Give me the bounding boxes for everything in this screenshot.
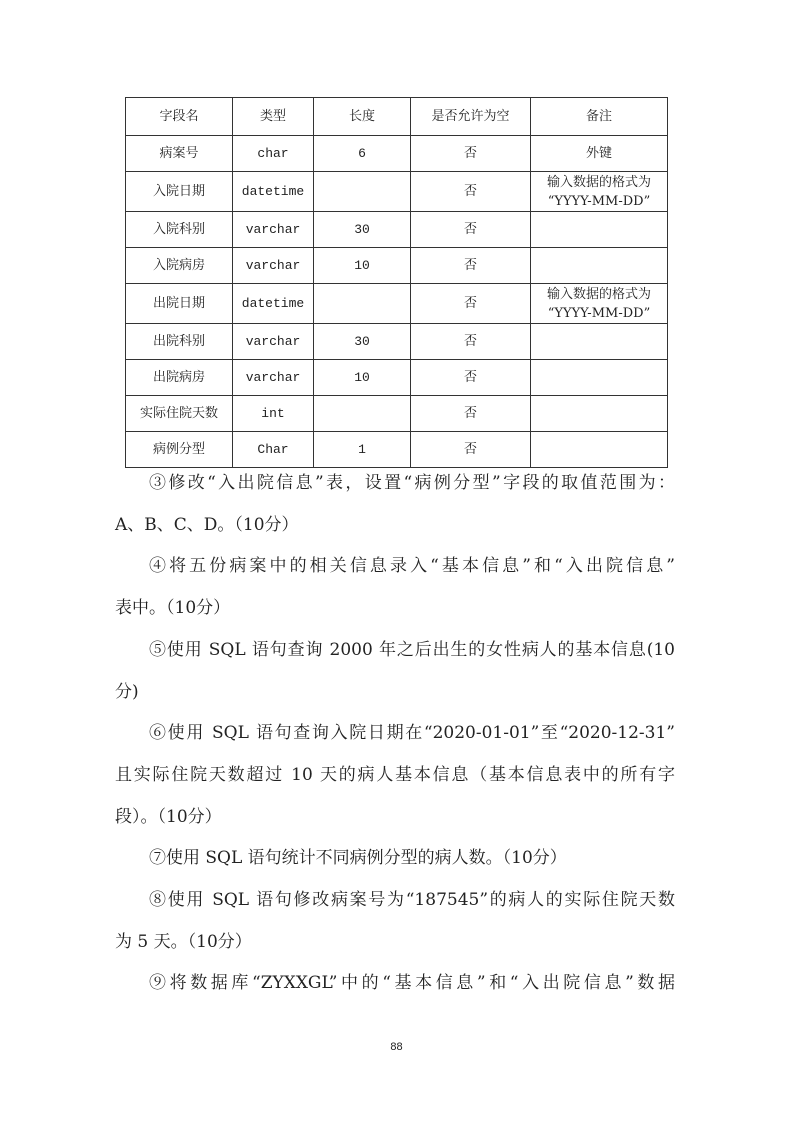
text-line: 且实际住院天数超过 10 天的病人基本信息（基本信息表中的所有字 xyxy=(115,764,675,785)
text-line: ⑤使用 SQL 语句查询 2000 年之后出生的女性病人的基本信息(10 xyxy=(149,639,675,660)
question-text xyxy=(115,463,675,1005)
question-paragraph xyxy=(115,838,675,880)
column-header: 备注 xyxy=(531,98,668,136)
table-cell: 输入数据的格式为 “YYYY-MM-DD” xyxy=(531,172,668,212)
table-cell: 输入数据的格式为 “YYYY-MM-DD” xyxy=(531,284,668,324)
table-row xyxy=(126,284,668,324)
table-cell: 病案号 xyxy=(126,136,233,172)
text-line: 表中。（10分） xyxy=(115,598,231,619)
text-line: ⑦使用 SQL 语句统计不同病例分型的病人数。（10分） xyxy=(149,848,567,869)
table-cell: 10 xyxy=(314,248,411,284)
column-header: 字段名 xyxy=(126,98,233,136)
table-cell: 出院科别 xyxy=(126,324,233,360)
table-cell: char xyxy=(233,136,314,172)
column-header: 长度 xyxy=(314,98,411,136)
table-row xyxy=(126,212,668,248)
text-line: ⑨将数据库“ZYXXGL”中的“基本信息”和“入出院信息”数据 xyxy=(149,973,675,994)
table-cell xyxy=(531,248,668,284)
text-line: 为 5 天。（10分） xyxy=(115,931,252,952)
table-cell xyxy=(314,396,411,432)
table-cell: 否 xyxy=(411,432,531,468)
text-line: ③修改“入出院信息”表，设置“病例分型”字段的取值范围为： xyxy=(149,473,675,493)
table-cell: 出院日期 xyxy=(126,284,233,324)
table-cell: 入院日期 xyxy=(126,172,233,212)
table-cell: 否 xyxy=(411,360,531,396)
table-cell: 否 xyxy=(411,396,531,432)
table-cell: datetime xyxy=(233,172,314,212)
table-row xyxy=(126,324,668,360)
table-cell: int xyxy=(233,396,314,432)
table-cell xyxy=(314,284,411,324)
table-cell: 10 xyxy=(314,360,411,396)
table-cell xyxy=(531,360,668,396)
question-paragraph xyxy=(115,963,675,1005)
question-paragraph xyxy=(115,880,675,963)
text-line: ⑧使用 SQL 语句修改病案号为“187545”的病人的实际住院天数 xyxy=(149,890,675,911)
table-row xyxy=(126,248,668,284)
table-cell: 30 xyxy=(314,212,411,248)
table-cell: 病例分型 xyxy=(126,432,233,468)
question-paragraph xyxy=(115,630,675,713)
text-line: ⑥使用 SQL 语句查询入院日期在“2020-01-01”至“2020-12-31” xyxy=(149,723,675,744)
table-cell: varchar xyxy=(233,324,314,360)
table-cell: 否 xyxy=(411,212,531,248)
table-cell: 否 xyxy=(411,248,531,284)
question-paragraph xyxy=(115,463,675,546)
table-cell: 实际住院天数 xyxy=(126,396,233,432)
table-cell: 否 xyxy=(411,172,531,212)
table-cell: 1 xyxy=(314,432,411,468)
table-cell: varchar xyxy=(233,248,314,284)
question-paragraph xyxy=(115,713,675,838)
question-paragraph xyxy=(115,546,675,629)
column-header: 类型 xyxy=(233,98,314,136)
table-cell: 否 xyxy=(411,136,531,172)
table-cell: Char xyxy=(233,432,314,468)
table-cell xyxy=(531,396,668,432)
table-cell xyxy=(531,324,668,360)
table-cell: 否 xyxy=(411,284,531,324)
table-header-row xyxy=(126,98,668,136)
table-cell: 外键 xyxy=(531,136,668,172)
table-cell: 6 xyxy=(314,136,411,172)
table-row xyxy=(126,360,668,396)
table-cell: 入院病房 xyxy=(126,248,233,284)
table-cell: 30 xyxy=(314,324,411,360)
table-cell xyxy=(531,212,668,248)
text-line: A、B、C、D。（10分） xyxy=(115,514,299,535)
text-line: 分) xyxy=(115,681,139,702)
table-row xyxy=(126,396,668,432)
table-cell: varchar xyxy=(233,212,314,248)
table-cell: 否 xyxy=(411,324,531,360)
table-cell: 出院病房 xyxy=(126,360,233,396)
table-row xyxy=(126,172,668,212)
page-number: 88 xyxy=(390,1041,403,1053)
table-cell xyxy=(314,172,411,212)
column-header: 是否允许为空 xyxy=(411,98,531,136)
table-row xyxy=(126,136,668,172)
field-definition-table xyxy=(125,97,668,468)
table-cell: varchar xyxy=(233,360,314,396)
text-line: ④将五份病案中的相关信息录入“基本信息”和“入出院信息” xyxy=(149,556,675,577)
table-cell: datetime xyxy=(233,284,314,324)
text-line: 段）。（10分） xyxy=(115,806,222,827)
table-cell: 入院科别 xyxy=(126,212,233,248)
